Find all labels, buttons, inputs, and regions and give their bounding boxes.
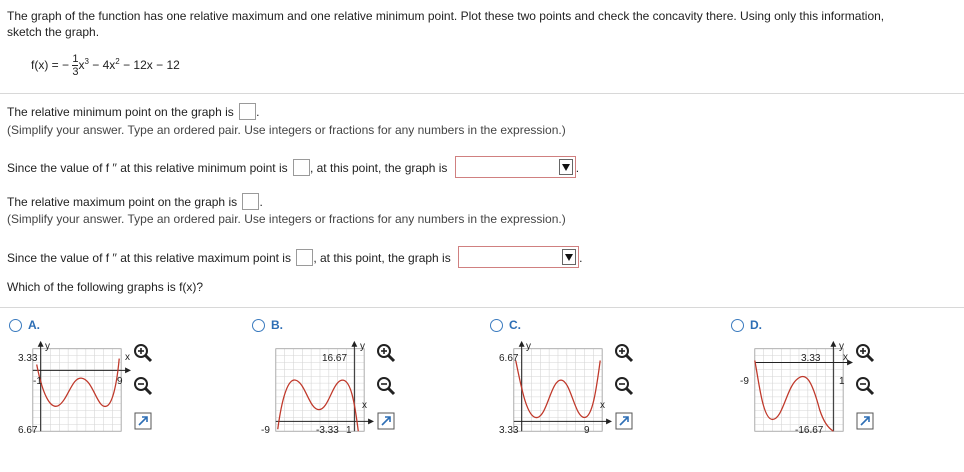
popout-icon[interactable]	[614, 411, 634, 431]
option-a-radio[interactable]	[9, 319, 22, 332]
zoom-in-icon[interactable]	[133, 343, 153, 363]
formula-frac-num: 1	[72, 53, 79, 65]
option-a-label[interactable]: A.	[28, 318, 40, 332]
option-c-yaxis-name: y	[526, 341, 531, 352]
option-c-graph	[502, 340, 612, 438]
zoom-out-icon[interactable]	[376, 376, 396, 396]
popout-icon[interactable]	[133, 411, 153, 431]
chevron-down-icon[interactable]	[559, 159, 573, 175]
formula-lhs: f(x) = −	[31, 58, 70, 73]
option-d-label[interactable]: D.	[750, 318, 762, 332]
min-point-prompt: The relative minimum point on the graph is	[7, 105, 234, 119]
option-a-ybottom-label: 6.67	[18, 425, 38, 436]
option-c-ybottom-label: 3.33	[499, 425, 519, 436]
option-a-xaxis-name: x	[125, 352, 130, 363]
chevron-down-icon[interactable]	[562, 249, 576, 265]
max-point-prompt: The relative maximum point on the graph is	[7, 195, 238, 209]
question-intro-line1: The graph of the function has one relative maximum and one relative minimum point. Plot these two points and check the concavity there. Using only this information,	[7, 9, 885, 23]
option-d-ybottom-label: -16.67	[795, 425, 824, 436]
option-c-label[interactable]: C.	[509, 318, 521, 332]
zoom-out-icon[interactable]	[614, 376, 634, 396]
option-d-ytop-label: 3.33	[801, 353, 821, 364]
option-d-grid	[755, 349, 843, 432]
min-point-instructions: (Simplify your answer. Type an ordered pair. Use integers or fractions for any numbers in the expression.)	[7, 123, 566, 137]
option-a-ytop-label: 3.33	[18, 353, 38, 364]
option-b-radio[interactable]	[252, 319, 265, 332]
min-fpp-answer-box[interactable]	[293, 159, 310, 176]
option-a-xright-label: 9	[117, 376, 123, 387]
option-b-label[interactable]: B.	[271, 318, 283, 332]
zoom-out-icon[interactable]	[855, 376, 875, 396]
formula-exp3: 3	[84, 57, 89, 67]
max-concavity-row	[7, 246, 582, 268]
function-formula	[31, 54, 180, 78]
max-concavity-prompt: Since the value of f ′′ at this relative maximum point is	[7, 251, 291, 265]
popout-icon[interactable]	[376, 411, 396, 431]
max-point-row	[7, 193, 263, 210]
option-a-graph	[21, 340, 131, 438]
option-d-graph	[743, 340, 853, 438]
popout-icon[interactable]	[855, 411, 875, 431]
option-b-ybottom-label: -3.33	[316, 425, 339, 436]
option-d-xleft-label: -9	[740, 376, 749, 387]
question-intro-line2: sketch the graph.	[7, 25, 100, 39]
zoom-out-icon[interactable]	[133, 376, 153, 396]
zoom-in-icon[interactable]	[376, 343, 396, 363]
option-b-xright-label: 1	[346, 425, 352, 436]
min-concavity-dropdown[interactable]	[455, 156, 576, 178]
option-c-grid	[514, 349, 602, 432]
formula-rest: − 12x − 12	[119, 58, 180, 73]
max-concavity-end: .	[579, 251, 583, 265]
max-concavity-mid: , at this point, the graph is	[313, 251, 451, 265]
min-point-period: .	[256, 105, 260, 119]
option-b-xaxis-name: x	[362, 400, 367, 411]
option-c-radio[interactable]	[490, 319, 503, 332]
min-concavity-prompt: Since the value of f ′′ at this relative minimum point is	[7, 161, 288, 175]
option-a-xleft-label: -1	[33, 376, 42, 387]
min-point-row	[7, 103, 259, 120]
option-b-graph	[264, 340, 374, 438]
graph-question: Which of the following graphs is f(x)?	[7, 280, 204, 294]
option-d-xright-label: 1	[839, 376, 845, 387]
max-point-period: .	[259, 195, 263, 209]
option-a-yaxis-name: y	[45, 341, 50, 352]
option-a-grid	[33, 349, 121, 432]
formula-exp2: 2	[115, 57, 120, 67]
max-point-answer-box[interactable]	[242, 193, 259, 210]
option-a-curve	[37, 359, 120, 407]
min-concavity-mid: , at this point, the graph is	[309, 161, 448, 175]
min-point-answer-box[interactable]	[239, 103, 256, 120]
option-c-xright-label: 9	[584, 425, 590, 436]
option-d-curve	[755, 361, 834, 432]
option-d-yaxis-name: y	[839, 341, 844, 352]
option-b-yaxis-name: y	[360, 341, 365, 352]
option-c-xaxis-name: x	[600, 400, 605, 411]
max-point-instructions: (Simplify your answer. Type an ordered pair. Use integers or fractions for any numbers in the expression.)	[7, 212, 566, 226]
max-concavity-dropdown[interactable]	[458, 246, 579, 268]
formula-term2: − 4x	[88, 58, 116, 73]
zoom-in-icon[interactable]	[855, 343, 875, 363]
option-d-xaxis-name: x	[843, 352, 848, 363]
divider	[0, 93, 964, 94]
formula-x: x	[78, 58, 85, 73]
option-b-ytop-label: 16.67	[322, 353, 348, 364]
min-concavity-end: .	[575, 161, 580, 175]
zoom-in-icon[interactable]	[614, 343, 634, 363]
option-b-xleft-label: -9	[261, 425, 270, 436]
formula-frac-den: 3	[72, 66, 79, 78]
min-concavity-row	[7, 156, 579, 178]
divider	[0, 307, 964, 308]
option-d-radio[interactable]	[731, 319, 744, 332]
max-fpp-answer-box[interactable]	[296, 249, 313, 266]
option-c-ytop-label: 6.67	[499, 353, 519, 364]
